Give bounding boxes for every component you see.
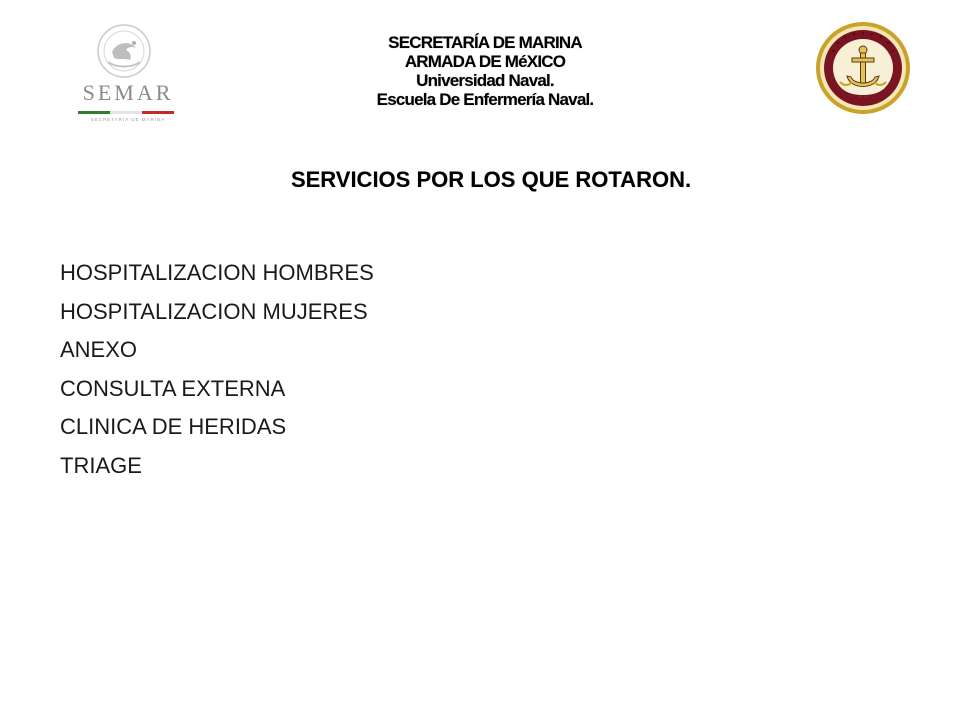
semar-wordmark: SEMAR <box>82 80 174 105</box>
semar-tagline: SECRETARÍA DE MARINA <box>90 117 166 122</box>
list-item: TRIAGE <box>60 452 142 478</box>
coat-of-arms-icon <box>94 22 154 80</box>
list-item: ANEXO <box>60 337 138 362</box>
header-line-2: ARMADA DE MéXICO <box>404 52 566 71</box>
flag-stripe-green <box>78 111 110 114</box>
list-item: HOSPITALIZACION HOMBRES <box>60 260 374 285</box>
list-item: CLINICA DE HERIDAS <box>60 414 287 439</box>
semar-logo <box>72 22 184 122</box>
header-line-4: Escuela De Enfermería Naval. <box>376 90 594 109</box>
header-line-1: SECRETARÍA DE MARINA <box>388 33 582 52</box>
services-list <box>60 254 374 485</box>
slide-title: SERVICIOS POR LOS QUE ROTARON. <box>290 167 692 192</box>
header-line-3: Universidad Naval. <box>416 71 554 90</box>
list-item: HOSPITALIZACION MUJERES <box>60 298 368 324</box>
flag-stripe-white <box>110 111 142 114</box>
anchor-seal-icon <box>814 20 912 116</box>
list-item: CONSULTA EXTERNA <box>60 375 286 401</box>
flag-stripe-red <box>142 111 174 114</box>
institution-header <box>290 33 680 109</box>
